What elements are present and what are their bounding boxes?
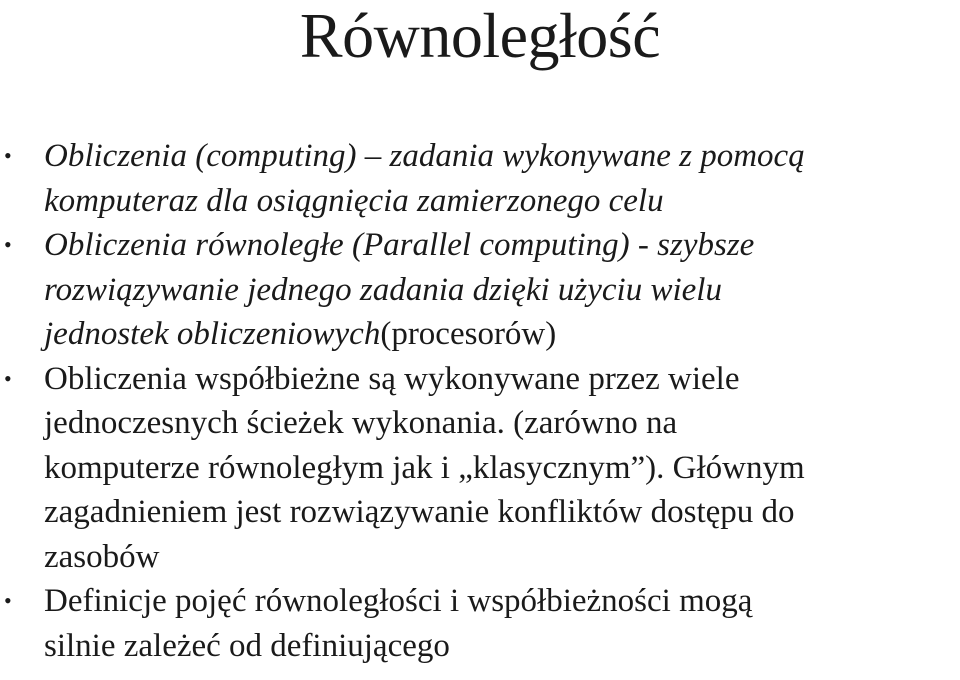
bullet-text: rozwiązywanie jednego zadania dzięki użyciu wielu: [44, 271, 722, 308]
bullet-item: [0, 134, 960, 223]
bullet-dot-icon: •: [4, 143, 12, 168]
bullet-text: komputeraz dla osiągnięcia zamierzonego celu: [44, 182, 664, 219]
slide-title: Równoległość: [299, 0, 661, 71]
bullet-line: [44, 312, 956, 357]
bullet-text: jednoczesnych ścieżek wykonania. (zarówno na: [44, 405, 678, 441]
bullet-dot-icon: •: [4, 365, 12, 391]
bullet-text: zasobów: [44, 538, 160, 575]
bullet-line: [44, 490, 956, 535]
bullet-line: [44, 357, 956, 402]
bullet-text: Obliczenia współbieżne są wykonywane przez wiele: [44, 360, 740, 397]
bullet-text: Obliczenia (computing) – zadania wykonywane z pomocą: [44, 138, 805, 174]
bullet-line: [44, 134, 956, 179]
bullet-item: [0, 223, 960, 357]
bullet-line: [44, 268, 956, 313]
bullet-list: [0, 134, 960, 668]
bullet-line: [44, 535, 956, 580]
bullet-text: silnie zależeć od definiującego: [44, 627, 450, 664]
bullet-line: [44, 223, 956, 268]
bullet-item: [0, 357, 960, 580]
bullet-text: jednostek obliczeniowych: [44, 316, 381, 352]
bullet-text: zagadnieniem jest rozwiązywanie konfliktów dostępu do: [44, 494, 795, 530]
bullet-text: komputerze równoległym jak i „klasycznym”). Głównym: [44, 449, 805, 486]
bullet-line: [44, 579, 956, 624]
bullet-text: (procesorów): [380, 316, 557, 352]
bullet-line: [44, 624, 956, 669]
bullet-dot-icon: •: [4, 232, 12, 257]
bullet-dot-icon: •: [4, 588, 12, 613]
bullet-text: Obliczenia równoległe (Parallel computing) - szybsze: [44, 227, 755, 263]
bullet-line: [44, 179, 956, 224]
bullet-item: [0, 579, 960, 668]
bullet-line: [44, 446, 956, 491]
bullet-line: [44, 401, 956, 446]
bullet-text: Definicje pojęć równoległości i współbieżności mogą: [44, 583, 753, 619]
